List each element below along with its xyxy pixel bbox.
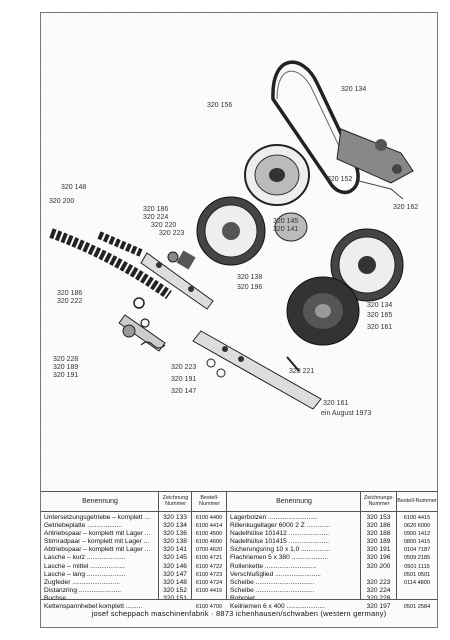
row-name-right: Rollenkette ............................ xyxy=(230,562,317,570)
cell-order: 6100 4722 xyxy=(195,563,223,570)
label-320191: 320 191 xyxy=(53,372,79,379)
label-320191b: 320 191 xyxy=(171,376,197,383)
label-320138: 320 138 xyxy=(237,274,263,281)
label-320161b: 320 161 xyxy=(323,400,349,407)
cell-order: 6100 4500 xyxy=(195,531,223,538)
cell-order: 0104 7187 xyxy=(403,547,431,554)
cell-drawing: 320 191 xyxy=(366,546,391,554)
cell-order: 6100 4721 xyxy=(195,555,223,562)
cell-order: 0501 0501 xyxy=(403,571,431,578)
parts-sheet xyxy=(40,12,438,628)
label-320186: 320 186 xyxy=(143,206,169,213)
cell-drawing: 320 197 xyxy=(366,603,391,611)
label-320134b: 320 134 xyxy=(367,302,393,309)
bushing-1 xyxy=(123,325,135,337)
cell-drawing: 320 224 xyxy=(366,586,391,594)
cell-order: 6100 4400 xyxy=(195,515,223,521)
cell-order: 6100 4723 xyxy=(195,571,223,578)
label-320156: 320 156 xyxy=(207,102,233,109)
label-320161: 320 161 xyxy=(367,324,393,331)
cell-drawing: 320 151 xyxy=(163,594,187,602)
date-note: ein August 1973 xyxy=(321,410,372,417)
label-320186b: 320 186 xyxy=(57,290,83,297)
row-name-left: Distanzring ....................... xyxy=(44,586,121,594)
cell-order: 0800 1415 xyxy=(403,539,431,546)
cell-drawing: 320 146 xyxy=(163,562,187,570)
cell-drawing: 320 134 xyxy=(163,522,187,530)
header-drawing-left: Zeichnung Nummer xyxy=(159,492,192,512)
label-320141: 320 141 xyxy=(273,226,299,233)
col-name-left xyxy=(41,492,159,611)
row-name-left: Abtriebspaar – komplett mit Lager ... xyxy=(44,546,151,554)
cell-drawing: 320 200 xyxy=(366,562,391,570)
rows-name-right xyxy=(227,514,360,611)
row-name-right: Sicherungsring 10 x 1,0 ................ xyxy=(230,546,331,554)
row-name-right: Nadelhülse 101412 ...................... xyxy=(230,530,329,538)
cell-order: 0501 1115 xyxy=(404,563,430,570)
row-name-right: Nadelhülse 101415 ...................... xyxy=(230,538,329,546)
cell-order: 6100 4700 xyxy=(195,604,223,611)
cell-drawing: 320 136 xyxy=(163,530,187,538)
rows-drawing-right xyxy=(361,514,396,611)
cell-drawing: 320 145 xyxy=(163,554,187,562)
row-name-left: Stirnradpaar – komplett mit Lager ... xyxy=(44,538,150,546)
cell-order: 0501 2584 xyxy=(403,604,431,611)
row-name-right: Flachriemen 5 x 380 .................... xyxy=(230,554,329,562)
row-name-right: Rohrniet ............................... xyxy=(230,594,314,602)
row-name-right: Lagerbolzen ........................... xyxy=(230,514,318,521)
header-drawing-right: Zeichnungs-Nummer xyxy=(361,492,397,512)
row-name-left: Kettenspannhebel komplett ......... xyxy=(44,603,143,611)
cell-order: 6100 4416 xyxy=(195,587,223,594)
label-320147: 320 147 xyxy=(171,388,197,395)
row-name-right: Verschlußglied ......................... xyxy=(230,570,321,578)
label-320162: 320 162 xyxy=(393,204,419,211)
row-name-left: Zugfeder .......................... xyxy=(44,578,120,586)
cell-order: 6100 4724 xyxy=(195,579,223,586)
header-order-left: Bestell-Nummer xyxy=(192,492,227,512)
header-name-right: Benennung xyxy=(227,492,361,512)
row-name-right: Scheibe ................................ xyxy=(230,586,315,594)
row-name-right: Keilriemen 6 x 400 ..................... xyxy=(230,603,325,611)
row-name-right: Scheibe ................................ xyxy=(230,578,315,586)
label-320134: 320 134 xyxy=(341,86,367,93)
cell-order: 0900 1412 xyxy=(403,531,431,538)
col-name-right xyxy=(227,492,361,611)
label-320222: 320 222 xyxy=(57,298,83,305)
label-320221: 320 221 xyxy=(289,368,315,375)
cell-order: 0114 4800 xyxy=(403,579,431,586)
cell-drawing xyxy=(361,571,396,579)
label-320148: 320 148 xyxy=(61,184,87,191)
row-name-left: Lasche – kurz ..................... xyxy=(44,554,126,562)
label-320152: 320 152 xyxy=(327,176,353,183)
col-drawing-left xyxy=(159,492,192,600)
exploded-parts-drawing xyxy=(41,13,437,489)
cell-drawing: 320 133 xyxy=(163,514,187,521)
label-320224: 320 224 xyxy=(143,214,169,221)
cell-drawing: 320 147 xyxy=(163,570,187,578)
cell-drawing: 320 196 xyxy=(366,554,391,562)
row-name-left: Getriebeplatte ................... xyxy=(44,522,123,530)
col-order-left xyxy=(192,492,227,611)
cell-order: 0700 4620 xyxy=(195,547,223,554)
label-320196: 320 196 xyxy=(237,284,263,291)
row-name-left: Untersetzungsgetriebe – komplett ... xyxy=(44,514,150,521)
cell-drawing: 320 141 xyxy=(163,546,187,554)
label-320189: 320 189 xyxy=(53,364,79,371)
company-footer: josef scheppach maschinenfabrik · 8873 ichenhausen/schwaben (western germany) xyxy=(41,599,437,628)
cell-drawing: 320 189 xyxy=(366,538,391,546)
cell-drawing: 320 186 xyxy=(366,522,391,530)
header-name-left: Benennung xyxy=(41,492,159,512)
cell-drawing: 320 148 xyxy=(163,578,187,586)
cell-order: 6100 4414 xyxy=(195,523,223,530)
label-320223b: 320 223 xyxy=(171,364,197,371)
label-320228: 320 228 xyxy=(53,356,79,363)
row-name-left: Lasche – lang ..................... xyxy=(44,570,126,578)
row-name-left: Buchse ............................ xyxy=(44,594,120,602)
col-order-right xyxy=(397,492,437,611)
row-name-left: Antriebspaar – komplett mit Lager ... xyxy=(44,530,151,538)
cell-drawing: 320 138 xyxy=(163,538,187,546)
rows-drawing-left xyxy=(159,514,191,611)
cell-drawing: 320 152 xyxy=(163,586,187,594)
cell-drawing: 320 223 xyxy=(366,578,391,586)
cell-drawing: 320 188 xyxy=(366,530,391,538)
parts-table xyxy=(41,491,437,611)
label-320165: 320 165 xyxy=(367,312,393,319)
rows-order-left xyxy=(192,514,226,611)
row-name-right: Rillenkugellager 6000 2 Z ............. xyxy=(230,522,331,530)
rows-name-left xyxy=(41,514,158,611)
exploded-view-svg xyxy=(41,13,437,489)
label-320223a: 320 223 xyxy=(159,230,185,237)
row-name-left: Lasche – mittel ................... xyxy=(44,562,125,570)
cell-order xyxy=(397,587,437,595)
label-320145: 320 145 xyxy=(273,218,299,225)
cell-order: 6100 4415 xyxy=(403,515,431,521)
cell-drawing: 320 153 xyxy=(366,514,391,521)
label-320220: 320 220 xyxy=(151,222,177,229)
cell-drawing: 320 228 xyxy=(366,594,391,602)
cell-order: 0620 6000 xyxy=(403,523,431,530)
col-drawing-right xyxy=(361,492,397,611)
label-320200: 320 200 xyxy=(49,198,75,205)
cell-order: 0509 2185 xyxy=(403,555,431,562)
rows-order-right xyxy=(397,514,437,611)
bushing-2 xyxy=(168,252,178,262)
header-order-right: Bestell-Nummer xyxy=(397,492,437,512)
cell-order: 6100 4600 xyxy=(195,539,223,546)
